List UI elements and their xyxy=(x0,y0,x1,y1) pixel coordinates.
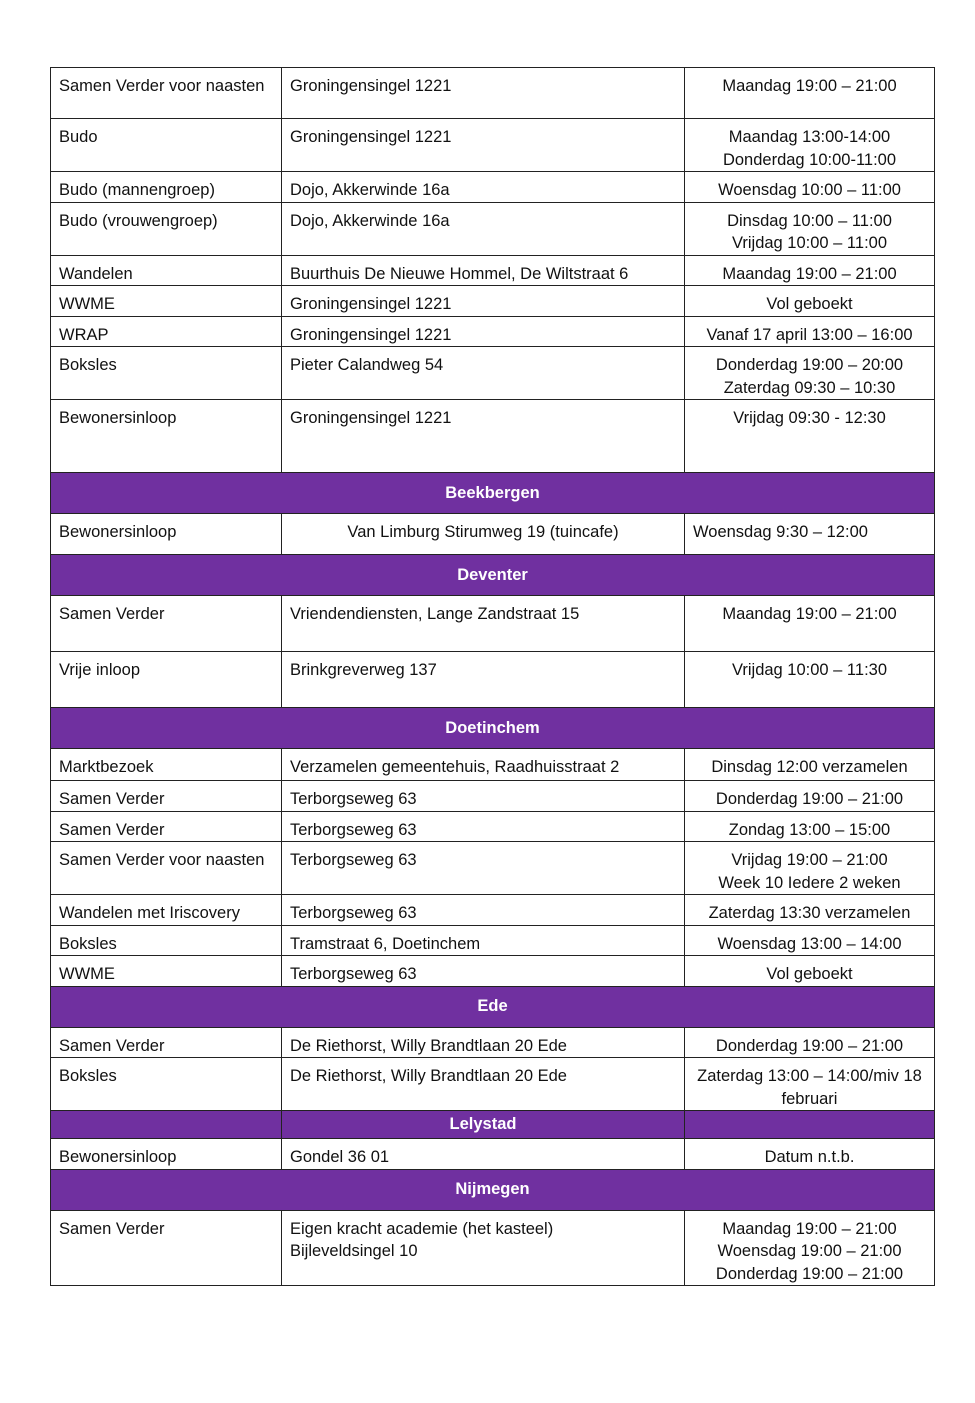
section-header-spacer xyxy=(685,1111,935,1139)
location-cell: Groningensingel 1221 xyxy=(282,400,685,473)
activity-name-cell: Bewonersinloop xyxy=(51,400,282,473)
time-cell: Donderdag 19:00 – 21:00 xyxy=(685,781,935,812)
location-cell: De Riethorst, Willy Brandtlaan 20 Ede xyxy=(282,1027,685,1058)
activity-name-cell: Budo (vrouwengroep) xyxy=(51,202,282,255)
time-cell: Maandag 19:00 – 21:00 xyxy=(685,596,935,652)
activity-name-cell: Boksles xyxy=(51,347,282,400)
activity-name-cell: Samen Verder xyxy=(51,811,282,842)
activity-name-cell: Samen Verder xyxy=(51,781,282,812)
time-cell: Donderdag 19:00 – 20:00 Zaterdag 09:30 – 10:30 xyxy=(685,347,935,400)
activity-name-cell: Budo (mannengroep) xyxy=(51,172,282,203)
time-cell: Maandag 19:00 – 21:00 xyxy=(685,255,935,286)
time-cell: Woensdag 9:30 – 12:00 xyxy=(685,514,935,555)
time-cell: Vrijdag 19:00 – 21:00 Week 10 Iedere 2 weken xyxy=(685,842,935,895)
activity-name-cell: Boksles xyxy=(51,1058,282,1111)
section-header-title: Ede xyxy=(51,986,935,1027)
location-cell: Terborgseweg 63 xyxy=(282,842,685,895)
activity-name-cell: Vrije inloop xyxy=(51,652,282,708)
schedule-body xyxy=(51,68,935,1286)
activity-name-cell: Samen Verder xyxy=(51,596,282,652)
location-cell: Buurthuis De Nieuwe Hommel, De Wiltstraat 6 xyxy=(282,255,685,286)
activity-name-cell: WWME xyxy=(51,956,282,987)
table-row xyxy=(51,286,935,317)
section-header-row xyxy=(51,986,935,1027)
time-cell: Dinsdag 10:00 – 11:00 Vrijdag 10:00 – 11:00 xyxy=(685,202,935,255)
table-row xyxy=(51,202,935,255)
location-cell: Terborgseweg 63 xyxy=(282,781,685,812)
table-row xyxy=(51,514,935,555)
location-cell: Terborgseweg 63 xyxy=(282,895,685,926)
location-cell: Tramstraat 6, Doetinchem xyxy=(282,925,685,956)
table-row xyxy=(51,119,935,172)
table-row xyxy=(51,1058,935,1111)
table-row xyxy=(51,596,935,652)
table-row xyxy=(51,895,935,926)
table-row xyxy=(51,842,935,895)
section-header-title: Doetinchem xyxy=(51,708,935,749)
table-row xyxy=(51,347,935,400)
time-cell: Vanaf 17 april 13:00 – 16:00 xyxy=(685,316,935,347)
time-cell: Dinsdag 12:00 verzamelen xyxy=(685,749,935,781)
section-header-spacer xyxy=(51,1111,282,1139)
table-row xyxy=(51,956,935,987)
time-cell: Vrijdag 10:00 – 11:30 xyxy=(685,652,935,708)
activity-name-cell: Samen Verder voor naasten xyxy=(51,68,282,119)
table-row xyxy=(51,652,935,708)
location-cell: Verzamelen gemeentehuis, Raadhuisstraat 2 xyxy=(282,749,685,781)
section-header-row xyxy=(51,708,935,749)
section-header-title: Deventer xyxy=(51,555,935,596)
time-cell: Zondag 13:00 – 15:00 xyxy=(685,811,935,842)
table-row xyxy=(51,255,935,286)
activity-name-cell: Samen Verder voor naasten xyxy=(51,842,282,895)
section-header-row xyxy=(51,473,935,514)
location-cell: Groningensingel 1221 xyxy=(282,316,685,347)
location-cell: Brinkgreverweg 137 xyxy=(282,652,685,708)
time-cell: Vol geboekt xyxy=(685,956,935,987)
time-cell: Zaterdag 13:30 verzamelen xyxy=(685,895,935,926)
activity-name-cell: Wandelen xyxy=(51,255,282,286)
section-header-row xyxy=(51,555,935,596)
section-header-title: Beekbergen xyxy=(51,473,935,514)
location-cell: Groningensingel 1221 xyxy=(282,119,685,172)
time-cell: Woensdag 10:00 – 11:00 xyxy=(685,172,935,203)
activity-name-cell: WRAP xyxy=(51,316,282,347)
location-cell: Terborgseweg 63 xyxy=(282,811,685,842)
activity-name-cell: Bewonersinloop xyxy=(51,514,282,555)
section-header-row xyxy=(51,1169,935,1210)
location-cell: Dojo, Akkerwinde 16a xyxy=(282,172,685,203)
location-cell: Dojo, Akkerwinde 16a xyxy=(282,202,685,255)
table-row xyxy=(51,1139,935,1170)
time-cell: Donderdag 19:00 – 21:00 xyxy=(685,1027,935,1058)
location-cell: Vriendendiensten, Lange Zandstraat 15 xyxy=(282,596,685,652)
location-cell: Groningensingel 1221 xyxy=(282,68,685,119)
activity-name-cell: WWME xyxy=(51,286,282,317)
activity-name-cell: Samen Verder xyxy=(51,1210,282,1286)
section-header-title: Nijmegen xyxy=(51,1169,935,1210)
time-cell: Datum n.t.b. xyxy=(685,1139,935,1170)
section-header-row xyxy=(51,1111,935,1139)
table-row xyxy=(51,1027,935,1058)
activity-name-cell: Samen Verder xyxy=(51,1027,282,1058)
table-row xyxy=(51,811,935,842)
table-row xyxy=(51,172,935,203)
activity-name-cell: Marktbezoek xyxy=(51,749,282,781)
table-row xyxy=(51,749,935,781)
section-header-title: Lelystad xyxy=(282,1111,685,1139)
location-cell: Groningensingel 1221 xyxy=(282,286,685,317)
activity-name-cell: Budo xyxy=(51,119,282,172)
time-cell: Maandag 19:00 – 21:00 xyxy=(685,68,935,119)
time-cell: Vol geboekt xyxy=(685,286,935,317)
location-cell: Pieter Calandweg 54 xyxy=(282,347,685,400)
table-row xyxy=(51,1210,935,1286)
time-cell: Maandag 19:00 – 21:00 Woensdag 19:00 – 21:00 Donderdag 19:00 – 21:00 xyxy=(685,1210,935,1286)
table-row xyxy=(51,781,935,812)
activity-name-cell: Wandelen met Iriscovery xyxy=(51,895,282,926)
table-row xyxy=(51,400,935,473)
time-cell: Vrijdag 09:30 - 12:30 xyxy=(685,400,935,473)
location-cell: De Riethorst, Willy Brandtlaan 20 Ede xyxy=(282,1058,685,1111)
time-cell: Maandag 13:00-14:00 Donderdag 10:00-11:00 xyxy=(685,119,935,172)
activity-schedule-table xyxy=(50,67,935,1286)
location-cell: Eigen kracht academie (het kasteel) Bijleveldsingel 10 xyxy=(282,1210,685,1286)
location-cell: Terborgseweg 63 xyxy=(282,956,685,987)
table-row xyxy=(51,925,935,956)
table-row xyxy=(51,316,935,347)
time-cell: Zaterdag 13:00 – 14:00/miv 18 februari xyxy=(685,1058,935,1111)
location-cell: Van Limburg Stirumweg 19 (tuincafe) xyxy=(282,514,685,555)
time-cell: Woensdag 13:00 – 14:00 xyxy=(685,925,935,956)
activity-name-cell: Bewonersinloop xyxy=(51,1139,282,1170)
location-cell: Gondel 36 01 xyxy=(282,1139,685,1170)
activity-name-cell: Boksles xyxy=(51,925,282,956)
table-row xyxy=(51,68,935,119)
